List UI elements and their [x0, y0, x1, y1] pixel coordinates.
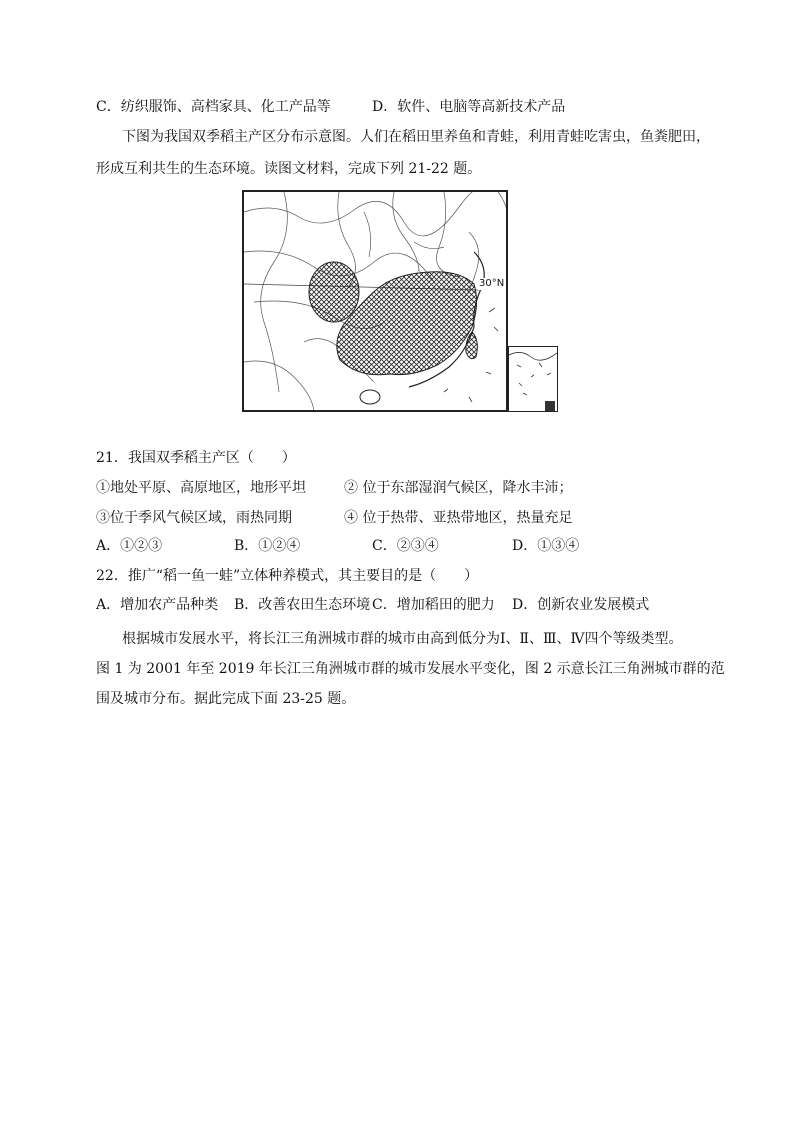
rice-distribution-map: [242, 190, 508, 412]
q21-statement-3: ③位于季风气候区域，雨热同期: [96, 510, 292, 526]
q21-statement-4: ④ 位于热带、亚热带地区，热量充足: [344, 510, 573, 526]
q21-option-a: A．①②③: [96, 538, 163, 554]
q20-options-row: [96, 98, 716, 116]
q21-option-c: C．②③④: [372, 538, 439, 554]
q21-statement-1: ①地处平原、高原地区，地形平坦: [96, 480, 306, 496]
south-china-sea-inset: [508, 346, 558, 412]
taiwan-island: [466, 332, 477, 359]
hainan-island: [360, 390, 380, 404]
q20-option-d: D．软件、电脑等高新技术产品: [372, 99, 566, 115]
rice-intro-line-2: 形成互利共生的生态环境。读图文材料，完成下列 21-22 题。: [96, 161, 482, 177]
shaded-region-west: [309, 262, 359, 322]
rice-intro-line-1: 下图为我国双季稻主产区分布示意图。人们在稻田里养鱼和青蛙，利用青蛙吃害虫，鱼粪肥田，: [122, 129, 710, 145]
q21-options-row: [96, 537, 716, 555]
inset-svg: [509, 347, 558, 412]
map-svg: [244, 192, 508, 412]
q21-stem: 21．我国双季稻主产区（ ）: [96, 450, 296, 466]
q20-option-c: C．纺织服饰、高档家具、化工产品等: [96, 99, 331, 115]
city-intro-line-1: 根据城市发展水平，将长江三角洲城市群的城市由高到低分为Ⅰ、Ⅱ、Ⅲ、Ⅳ四个等级类型。: [122, 631, 683, 647]
q21-statements-row-2: [96, 509, 716, 527]
q22-options-row: [96, 596, 716, 614]
city-intro-line-2: 图 1 为 2001 年至 2019 年长江三角洲城市群的城市发展水平变化，图 2 示意长江三角洲城市群的范: [96, 661, 725, 677]
q21-statements-row-1: [96, 479, 716, 497]
q22-option-d: D．创新农业发展模式: [512, 597, 650, 613]
q21-statement-2: ② 位于东部湿润气候区，降水丰沛；: [344, 480, 573, 496]
city-intro-line-3: 围及城市分布。据此完成下面 23-25 题。: [96, 691, 356, 707]
q21-option-b: B．①②④: [234, 538, 301, 554]
q21-option-d: D．①③④: [512, 538, 580, 554]
latitude-label-30n: 30°N: [479, 278, 505, 289]
q22-option-c: C．增加稻田的肥力: [372, 597, 495, 613]
q22-option-b: B．改善农田生态环境: [234, 597, 371, 613]
q22-stem: 22．推广“稻一鱼一蛙”立体种养模式，其主要目的是（ ）: [96, 568, 479, 584]
q22-option-a: A．增加农产品种类: [96, 597, 219, 613]
